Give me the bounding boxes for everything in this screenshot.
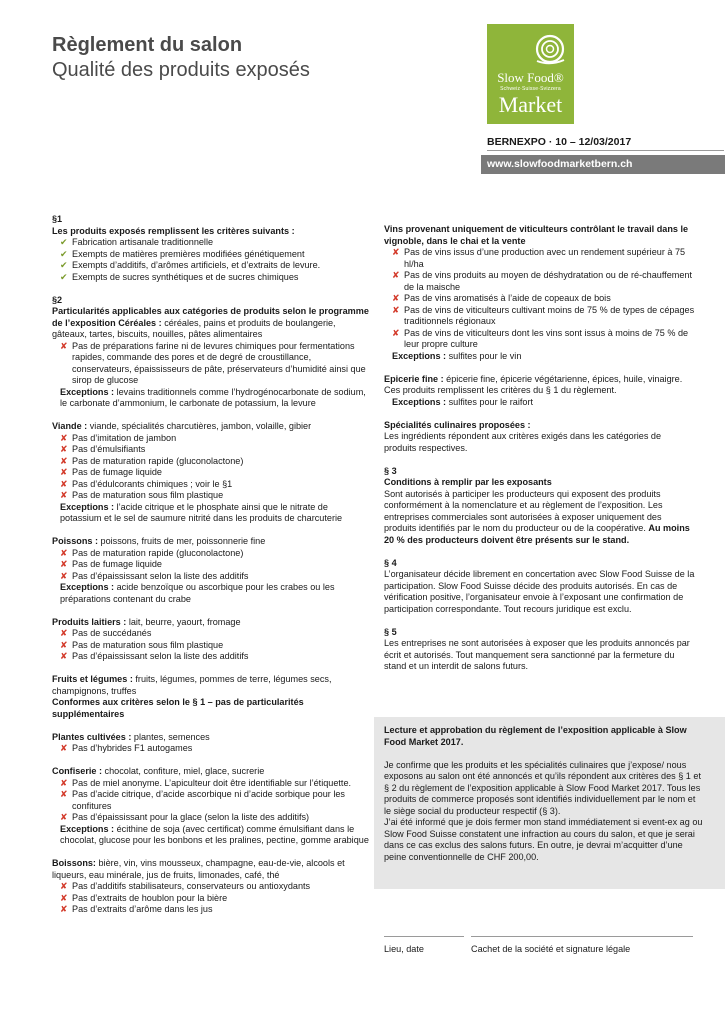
exceptions: Exceptions : l’acide citrique et le phosphate ainsi que le nitrate de potassium et le sel de saumure nitrité dans les produits de charcuterie xyxy=(60,501,343,523)
restriction-list xyxy=(52,881,370,916)
page-subtitle: Qualité des produits exposés xyxy=(52,59,310,81)
section-1 xyxy=(52,214,370,283)
category-boissons xyxy=(52,858,370,916)
label-stamp-signature: Cachet de la société et signature légale xyxy=(471,944,631,954)
list-item: ✘ Pas d’édulcorants chimiques ; voir le §1 xyxy=(60,478,233,489)
cross-icon: ✘ xyxy=(60,478,68,489)
check-icon: ✔ xyxy=(60,237,68,247)
list-item: ✘ Pas de vins issus d’une production avec un rendement supérieur à 75 hl/ha xyxy=(392,247,686,269)
list-item: ✘ Pas d’extraits d’arôme dans les jus xyxy=(60,904,213,914)
cross-icon: ✘ xyxy=(60,340,68,351)
section-4 xyxy=(384,558,695,616)
approval-box xyxy=(374,717,725,889)
label-place-date: Lieu, date xyxy=(384,944,424,954)
section-2 xyxy=(52,295,370,410)
section-number: § 4 xyxy=(384,557,397,568)
approval-content xyxy=(384,725,704,863)
restriction-list xyxy=(52,433,370,502)
cross-icon: ✘ xyxy=(60,743,68,753)
category-laitiers xyxy=(52,617,370,663)
cross-icon: ✘ xyxy=(60,651,68,661)
signature-line-place-date xyxy=(384,936,464,937)
category-note: Conformes aux critères selon le § 1 – pas de particularités supplémentaires xyxy=(52,697,304,719)
exceptions: Exceptions : sulfites pour le raifort xyxy=(392,396,534,407)
section-3 xyxy=(384,466,695,547)
cross-icon: ✘ xyxy=(392,247,400,257)
right-column xyxy=(384,224,695,673)
list-item: ✘ Pas de fumage liquide xyxy=(60,559,162,569)
category-lead: Viande : viande, spécialités charcutières, jambon, volaille, gibier xyxy=(52,421,312,431)
cross-icon: ✘ xyxy=(60,432,68,443)
list-item: ✘ Pas de succédanés xyxy=(60,628,152,638)
website-link[interactable]: www.slowfoodmarketbern.ch xyxy=(481,155,725,174)
section-text: Sont autorisés à participer les producteurs qui exposent des produits conformément à la nomenclature et au règlement de l’exposition. Les entreprises commerciales sont autorisées à exposer uniquement des produits identifiés par le nom du producteur ou de la coopérative. Au moins 20 % des producteurs doivent être présents sur le stand. xyxy=(384,488,690,545)
cross-icon: ✘ xyxy=(60,547,68,558)
exceptions: Exceptions : écithine de soja (avec certificat) comme émulsifiant dans le chocolat, glucose pour les bonbons et les pralines, pectine, gomme arabique xyxy=(60,823,369,845)
list-item: ✘ Pas d’émulsifiants xyxy=(60,444,146,454)
cross-icon: ✘ xyxy=(60,881,68,891)
cross-icon: ✘ xyxy=(392,293,400,303)
logo-text-country: Schweiz·Suisse·Svizzera xyxy=(500,86,561,92)
category-text: Les ingrédients répondent aux critères exigés dans les catégories de produits respectives. xyxy=(384,431,662,453)
cross-icon: ✘ xyxy=(60,639,68,650)
cross-icon: ✘ xyxy=(60,444,68,454)
section-heading: Conditions à remplir par les exposants xyxy=(384,477,552,487)
approval-paragraph: J’ai été informé que je dois fermer mon stand immédiatement si event-ex ag ou Slow Food Suisse constatent une infraction au cours du salon, et que je serai dans ce cas exclus des salons futurs. En outre, je devrai m’acquitter d’une peine conventionnelle de CHF 200,00. xyxy=(384,817,703,862)
category-lead: Boissons: bière, vin, vins mousseux, champagne, eau-de-vie, alcools et liqueurs, eau minérale, jus de fruits, limonades, café, thé xyxy=(52,858,345,880)
category-lead: Produits laitiers : lait, beurre, yaourt, fromage xyxy=(52,616,241,627)
cross-icon: ✘ xyxy=(60,892,68,903)
section-text: Les entreprises ne sont autorisées à exposer que les produits annoncés par écrit et autorisés. Tout manquement sera sanctionné par la fermeture du stand et un interdit de salons futurs. xyxy=(384,638,690,671)
category-fruits xyxy=(52,674,370,720)
category-lead: Confiserie : chocolat, confiture, miel, glace, sucrerie xyxy=(52,766,265,776)
divider xyxy=(487,150,724,151)
check-icon: ✔ xyxy=(60,248,68,259)
page-title: Règlement du salon xyxy=(52,34,243,56)
category-plantes xyxy=(52,732,370,755)
approval-paragraph: Je confirme que les produits et les spécialités culinaires que j’expose/ nous exposons au salon ont été annoncés et qu’ils répondent aux critères des § 1 et § 2 du règlement de l’exposition applicable à Slow Food Market 2017. Tous les produits de commerce proposés sont identifiés individuellement par le nom et le siège social du producteur respectif (§ 3). xyxy=(384,759,701,816)
list-item: ✘ Pas de maturation sous film plastique xyxy=(60,490,224,500)
restriction-list xyxy=(52,341,370,387)
list-item: ✔ Exempts d’additifs, d’arômes artificiels, et d’extraits de levure. xyxy=(60,260,321,270)
logo-text-market: Market xyxy=(498,92,563,117)
category-lead: Plantes cultivées : plantes, semences xyxy=(52,731,210,742)
cross-icon: ✘ xyxy=(60,455,68,466)
event-info: BERNEXPO · 10 – 12/03/2017 xyxy=(487,136,632,148)
cross-icon: ✘ xyxy=(60,490,68,500)
restriction-list xyxy=(52,743,370,755)
list-item: ✘ Pas de vins aromatisés à l’aide de copeaux de bois xyxy=(392,293,611,303)
section-text: L’organisateur décide librement en concertation avec Slow Food Suisse de la participation. Slow Food Suisse décide des produits autorisés. En cas de vérification positive, l’organisateur envoie à l’exposant une confirmation de participation correspondante. Tout recours juridique est exclu. xyxy=(384,569,695,614)
list-item: ✘ Pas de vins produits au moyen de déshydratation ou de ré-chauffement de la maische xyxy=(392,270,692,292)
list-item: ✘ Pas d’imitation de jambon xyxy=(60,432,177,443)
exceptions: Exceptions : levains traditionnels comme l’hydrogénocarbonate de sodium, le carbonate d’ammonium, le carbonate de potassium, la levure xyxy=(60,386,366,408)
section-5 xyxy=(384,627,695,673)
category-lead: Fruits et légumes : fruits, légumes, pommes de terre, légumes secs, champignons, truffes xyxy=(52,674,332,696)
cross-icon: ✘ xyxy=(392,327,400,338)
list-item: ✘ Pas de vins de viticulteurs dont les vins sont issus à moins de 75 % de leur propre culture xyxy=(392,327,689,349)
list-item: ✔ Fabrication artisanale traditionnelle xyxy=(60,237,214,247)
restriction-list xyxy=(52,778,370,824)
category-lead: Poissons : poissons, fruits de mer, poissonnerie fine xyxy=(52,536,266,546)
list-item: ✘ Pas de maturation sous film plastique xyxy=(60,639,224,650)
list-item: ✘ Pas de vins de viticulteurs cultivant moins de 75 % de types de cépages traditionnels régionaux xyxy=(392,304,695,326)
cross-icon: ✘ xyxy=(60,628,68,638)
list-item: ✘ Pas d’épaississant selon la liste des additifs xyxy=(60,570,249,581)
list-item: ✘ Pas de maturation rapide (gluconolactone) xyxy=(60,547,244,558)
list-item: ✘ Pas d’hybrides F1 autogames xyxy=(60,743,193,753)
cross-icon: ✘ xyxy=(60,559,68,569)
category-lead: Vins provenant uniquement de viticulteurs contrôlant le travail dans le vignoble, dans le chai et la vente xyxy=(384,224,689,246)
approval-heading: Lecture et approbation du règlement de l’exposition applicable à Slow Food Market 2017. xyxy=(384,725,687,747)
cross-icon: ✘ xyxy=(60,777,68,788)
section-lead: Les produits exposés remplissent les critères suivants : xyxy=(52,225,295,236)
criteria-list xyxy=(52,237,370,283)
cross-icon: ✘ xyxy=(60,904,68,914)
slow-food-market-logo xyxy=(487,24,574,124)
category-lead: Epicerie fine : épicerie fine, épicerie végétarienne, épices, huile, vinaigre. Ces produits remplissent les critères du § 1 du règlement. xyxy=(384,373,683,395)
cross-icon: ✘ xyxy=(60,812,68,822)
signature-line-stamp xyxy=(471,936,693,937)
cross-icon: ✘ xyxy=(60,570,68,581)
category-specialites xyxy=(384,420,695,455)
list-item: ✔ Exempts de sucres synthétiques et de sucres chimiques xyxy=(60,271,299,282)
category-confiserie xyxy=(52,766,370,847)
cross-icon: ✘ xyxy=(60,467,68,477)
restriction-list xyxy=(52,548,370,583)
cross-icon: ✘ xyxy=(392,304,400,315)
list-item: ✘ Pas d’acide citrique, d’acide ascorbique ni d’acide sorbique pour les confitures xyxy=(60,789,345,811)
list-item: ✘ Pas de miel anonyme. L’apiculteur doit être identifiable sur l’étiquette. xyxy=(60,777,352,788)
list-item: ✘ Pas de maturation rapide (gluconolactone) xyxy=(60,455,244,466)
category-lead: Spécialités culinaires proposées : xyxy=(384,419,531,430)
list-item: ✘ Pas de préparations farine ni de levures chimiques pour fermentations rapides, commande des pores et de degré de croustillance, conservateurs, épaississeurs de pâte, préservateurs d’humidité ainsi que sirop de glucose xyxy=(60,340,366,385)
snail-icon xyxy=(533,32,567,66)
list-item: ✔ Exempts de matières premières modifiées génétiquement xyxy=(60,248,305,259)
restriction-list xyxy=(384,247,695,351)
check-icon: ✔ xyxy=(60,271,68,282)
left-column xyxy=(52,214,370,916)
section-number: §2 xyxy=(52,294,63,305)
check-icon: ✔ xyxy=(60,260,68,270)
list-item: ✘ Pas d’extraits de houblon pour la bière xyxy=(60,892,228,903)
logo-text-slow-food: Slow Food® xyxy=(497,70,564,85)
category-epicerie xyxy=(384,374,695,409)
list-item: ✘ Pas d’épaississant selon la liste des additifs xyxy=(60,651,249,661)
category-vins xyxy=(384,224,695,362)
exceptions: Exceptions : acide benzoïque ou ascorbique pour les crabes ou les préparations contenant du crabe xyxy=(60,582,335,604)
restriction-list xyxy=(52,628,370,663)
section-number: § 5 xyxy=(384,626,397,637)
section-number: § 3 xyxy=(384,465,397,476)
cross-icon: ✘ xyxy=(392,270,400,280)
category-viande xyxy=(52,421,370,525)
list-item: ✘ Pas de fumage liquide xyxy=(60,467,162,477)
section-number: §1 xyxy=(52,214,63,224)
list-item: ✘ Pas d’additifs stabilisateurs, conservateurs ou antioxydants xyxy=(60,881,311,891)
category-poissons xyxy=(52,536,370,605)
cross-icon: ✘ xyxy=(60,789,68,799)
exceptions: Exceptions : sulfites pour le vin xyxy=(392,350,522,361)
section-lead: Particularités applicables aux catégories de produits selon le programme de l’exposition Céréales : céréales, pains et produits de boulangerie, gâteaux, tartes, biscuits, nouilles, pâtes alimentaires xyxy=(52,306,369,339)
list-item: ✘ Pas d’épaississant pour la glace (selon la liste des additifs) xyxy=(60,812,310,822)
